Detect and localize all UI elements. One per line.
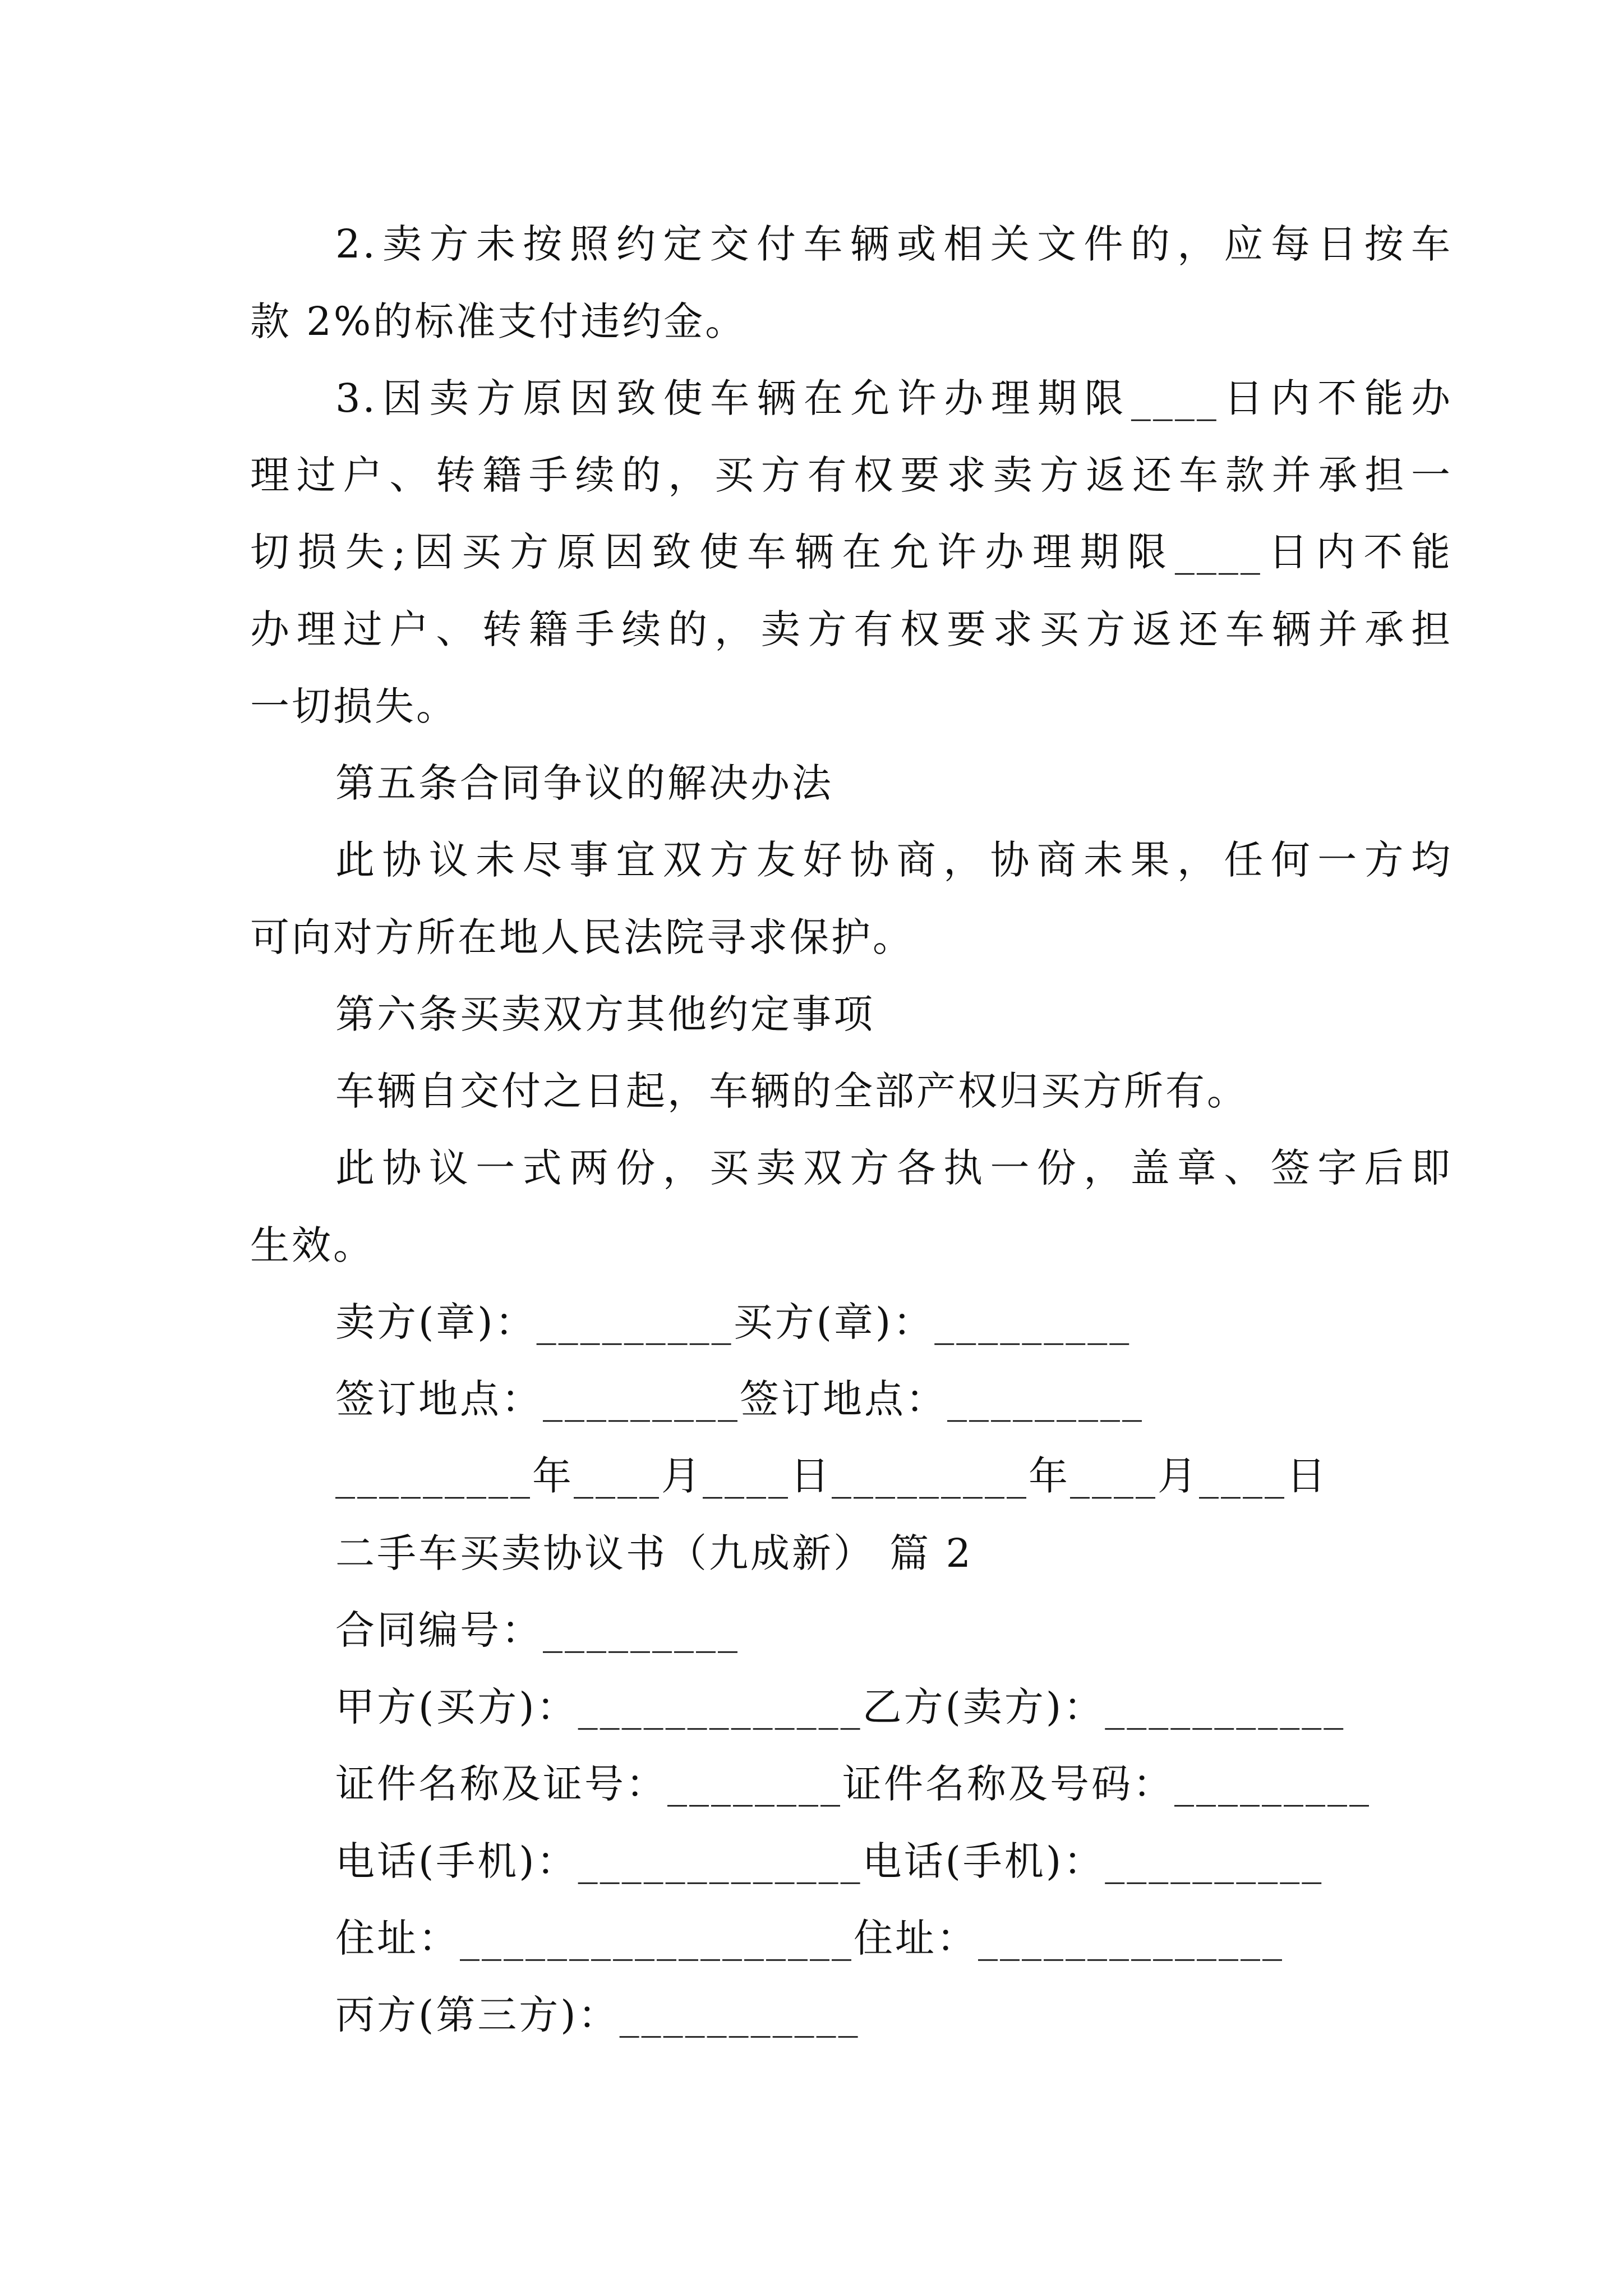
section-heading: 第六条买卖双方其他约定事项 (335, 991, 875, 1037)
id-line: 证件名称及证号：________证件名称及号码：_________ (335, 1761, 1371, 1807)
party-line: 甲方(买方)：_____________乙方(卖方)：___________ (335, 1684, 1346, 1730)
signature-line-date: _________年____月____日_________年____月____日 (335, 1453, 1328, 1499)
document-title: 二手车买卖协议书（九成新） 篇 2 (335, 1530, 974, 1576)
address-line: 住址：__________________住址：______________ (335, 1915, 1284, 1961)
signature-line-seal: 卖方(章)：_________买方(章)：_________ (335, 1299, 1132, 1345)
paragraph-line: 车辆自交付之日起，车辆的全部产权归买方所有。 (335, 1068, 1248, 1114)
paragraph-line: 2.卖方未按照约定交付车辆或相关文件的，应每日按车 (335, 221, 1453, 267)
phone-line: 电话(手机)：_____________电话(手机)：__________ (335, 1838, 1324, 1884)
paragraph-line: 办理过户、转籍手续的，卖方有权要求买方返还车辆并承担 (250, 606, 1453, 652)
paragraph-line: 切损失;因买方原因致使车辆在允许办理期限____日内不能 (250, 529, 1453, 575)
contract-number-line: 合同编号：_________ (335, 1607, 740, 1653)
signature-line-place: 签订地点：_________签订地点：_________ (335, 1376, 1144, 1422)
paragraph-line: 一切损失。 (250, 683, 458, 729)
paragraph-line: 此协议一式两份，买卖双方各执一份，盖章、签字后即 (335, 1145, 1453, 1191)
paragraph-line: 此协议未尽事宜双方友好协商，协商未果，任何一方均 (335, 837, 1453, 883)
paragraph-line: 3.因卖方原因致使车辆在允许办理期限____日内不能办 (335, 375, 1453, 421)
paragraph-line: 款 2%的标准支付违约金。 (250, 298, 747, 344)
paragraph-line: 可向对方所在地人民法院寻求保护。 (250, 914, 914, 960)
section-heading: 第五条合同争议的解决办法 (335, 760, 833, 806)
paragraph-line: 理过户、转籍手续的，买方有权要求卖方返还车款并承担一 (250, 452, 1453, 498)
paragraph-line: 生效。 (250, 1222, 375, 1268)
third-party-line: 丙方(第三方)：___________ (335, 1992, 860, 2038)
